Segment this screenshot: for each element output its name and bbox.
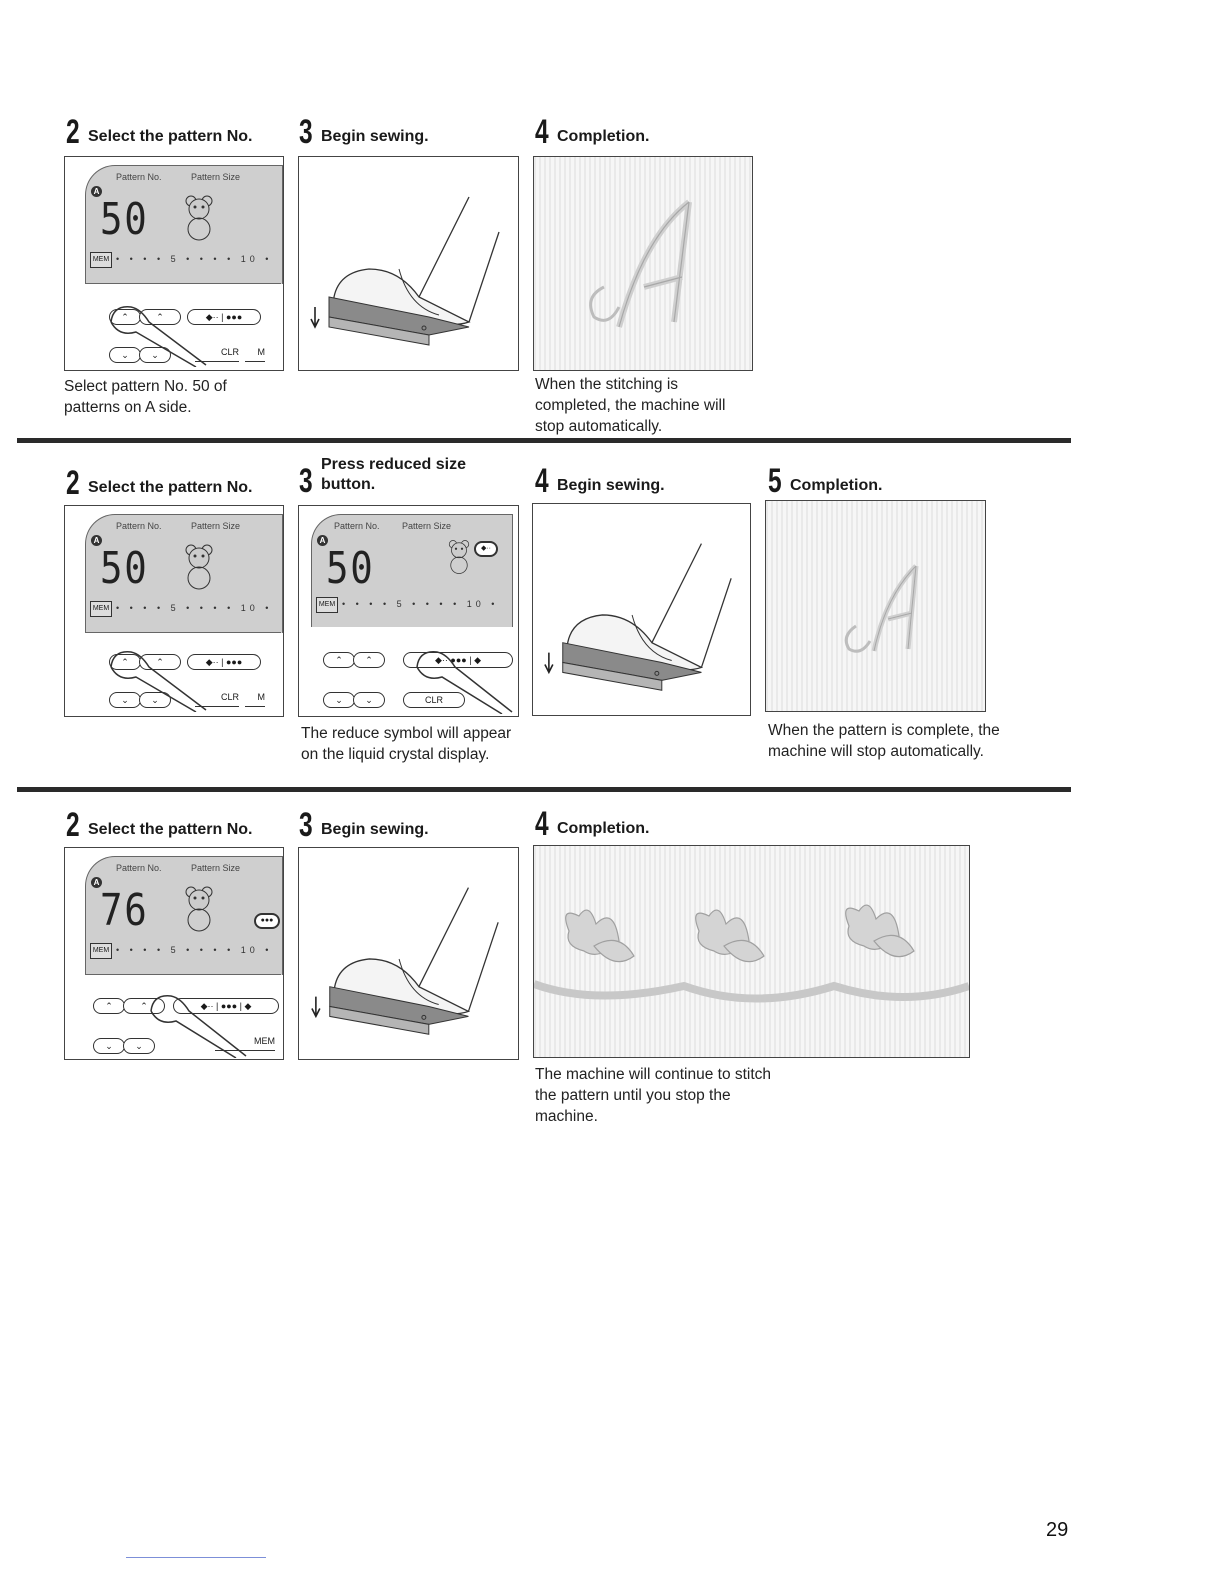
- pattern-size-label: Pattern Size: [402, 521, 452, 531]
- up-key-2[interactable]: ⌃: [139, 309, 181, 325]
- row2-step5-caption: When the pattern is complete, the machine will stop automatically.: [768, 722, 1000, 760]
- lcd-display: [85, 856, 281, 974]
- clr-key[interactable]: CLR: [195, 692, 239, 707]
- down-key-2[interactable]: ⌄: [139, 692, 171, 708]
- lcd-reduce-panel-row2: [298, 505, 519, 717]
- row1-step3-title: [299, 113, 429, 151]
- row1-step4-caption: When the stitching is completed, the machine will stop automatically.: [535, 376, 726, 435]
- up-key[interactable]: ⌃: [323, 652, 355, 668]
- pattern-number-display: 50: [100, 543, 149, 594]
- clr-key[interactable]: CLR: [195, 347, 239, 362]
- down-key[interactable]: ⌄: [109, 347, 141, 363]
- completion-panel-row2: [765, 500, 986, 712]
- step-number: 4: [535, 113, 548, 151]
- m-key[interactable]: M: [245, 347, 265, 362]
- step-number: 5: [768, 462, 781, 500]
- footer-rule: [126, 1557, 266, 1558]
- pattern-size-label: Pattern Size: [191, 863, 241, 873]
- down-key[interactable]: ⌄: [109, 692, 141, 708]
- pedal-panel-row1: [298, 156, 519, 371]
- reduce-symbol-icon: ◆··: [474, 541, 498, 557]
- down-key-2[interactable]: ⌄: [353, 692, 385, 708]
- step-number: 3: [299, 462, 312, 500]
- pattern-number-display: 76: [100, 885, 149, 936]
- bear-icon: [446, 539, 472, 575]
- lcd-display: [311, 514, 511, 632]
- row2-step2-title: [66, 464, 253, 502]
- foot-pedal-icon: [533, 504, 750, 715]
- scale-dots: • • • • 5 • • • • 10 •: [116, 603, 273, 613]
- embroidered-letter-a: [534, 157, 752, 370]
- pattern-no-label: Pattern No.: [116, 521, 162, 531]
- scale-dots: • • • • 5 • • • • 10 •: [116, 254, 273, 264]
- row2-step5-title: [768, 462, 883, 500]
- lcd-panel-row3: [64, 847, 284, 1060]
- mem-icon: MEM: [90, 252, 112, 268]
- down-key[interactable]: ⌄: [93, 1038, 125, 1054]
- embroidered-letter-a-small: [766, 501, 985, 711]
- m-key[interactable]: M: [245, 692, 265, 707]
- row2-step4-title: [535, 462, 665, 500]
- completion-panel-row1: [533, 156, 753, 371]
- lcd-panel-row2: [64, 505, 284, 717]
- scale-dots: • • • • 5 • • • • 10 •: [342, 599, 499, 609]
- clr-key[interactable]: CLR: [403, 692, 465, 708]
- foot-pedal-icon: [299, 848, 518, 1059]
- repeat-symbol-icon: ●●●: [254, 913, 280, 929]
- pattern-no-label: Pattern No.: [116, 863, 162, 873]
- row3-step4-title: [535, 805, 650, 843]
- pattern-number-display: 50: [326, 543, 375, 594]
- mem-icon: MEM: [90, 601, 112, 617]
- pedal-panel-row2: [532, 503, 751, 716]
- step-label: Begin sewing.: [321, 821, 429, 838]
- step-number: 3: [299, 806, 312, 844]
- bear-icon: [182, 543, 216, 591]
- step-number: 4: [535, 462, 548, 500]
- finger-icon: [101, 297, 211, 367]
- section-divider: [17, 438, 1071, 443]
- pattern-no-label: Pattern No.: [334, 521, 380, 531]
- page-number: 29: [1046, 1519, 1069, 1541]
- step-label: Completion.: [557, 820, 650, 837]
- up-key-2[interactable]: ⌃: [139, 654, 181, 670]
- step-label: Completion.: [557, 128, 650, 145]
- step-label: Begin sewing.: [557, 477, 665, 494]
- row3-step2-title: [66, 806, 253, 844]
- lcd-panel-row1: [64, 156, 284, 371]
- section-divider: [17, 787, 1071, 792]
- pattern-size-label: Pattern Size: [191, 172, 241, 182]
- row3-step4-caption: The machine will continue to stitch the pattern until you stop the machine.: [535, 1066, 772, 1125]
- bear-icon: [182, 194, 216, 242]
- lcd-display: [85, 165, 281, 283]
- step-number: 3: [299, 113, 312, 151]
- lcd-display: [85, 514, 281, 632]
- up-key[interactable]: ⌃: [109, 654, 141, 670]
- bear-icon: [182, 885, 216, 933]
- row1-step2-title: [66, 113, 253, 151]
- foot-pedal-icon: [299, 157, 518, 370]
- up-key-2[interactable]: ⌃: [353, 652, 385, 668]
- mem-key[interactable]: MEM: [215, 1036, 275, 1051]
- finger-icon: [141, 986, 251, 1058]
- row3-step3-title: [299, 806, 429, 844]
- side-a-icon: A: [91, 877, 102, 888]
- step-label: Select the pattern No.: [88, 128, 253, 145]
- step-number: 2: [66, 113, 79, 151]
- stitch-key[interactable]: ◆·· | ●●● | ◆: [173, 998, 279, 1014]
- row2-step3-title: [299, 455, 466, 500]
- step-number: 2: [66, 806, 79, 844]
- step-label: Select the pattern No.: [88, 821, 253, 838]
- side-a-icon: A: [91, 535, 102, 546]
- step-number: 2: [66, 464, 79, 502]
- up-key[interactable]: ⌃: [109, 309, 141, 325]
- step-number: 4: [535, 805, 548, 843]
- down-key-2[interactable]: ⌄: [139, 347, 171, 363]
- pedal-panel-row3: [298, 847, 519, 1060]
- row1-step2-caption: Select pattern No. 50 of patterns on A side.: [64, 378, 227, 416]
- stitch-key[interactable]: ◆·· | ●●●: [187, 309, 261, 325]
- finger-icon: [407, 642, 517, 714]
- stitch-key[interactable]: ◆·· | ●●●: [187, 654, 261, 670]
- step-label: Select the pattern No.: [88, 479, 253, 496]
- pattern-size-label: Pattern Size: [191, 521, 241, 531]
- down-key-2[interactable]: ⌄: [123, 1038, 155, 1054]
- side-a-icon: A: [91, 186, 102, 197]
- embroidered-tulip-border: [534, 846, 969, 1057]
- scale-dots: • • • • 5 • • • • 10 •: [116, 945, 273, 955]
- step-label: Press reduced size button.: [321, 456, 466, 493]
- completion-panel-row3: [533, 845, 970, 1058]
- side-a-icon: A: [317, 535, 328, 546]
- row2-step3-caption: The reduce symbol will appear on the liquid crystal display.: [301, 725, 512, 763]
- step-label: Completion.: [790, 477, 883, 494]
- pattern-no-label: Pattern No.: [116, 172, 162, 182]
- up-key[interactable]: ⌃: [93, 998, 125, 1014]
- down-key[interactable]: ⌄: [323, 692, 355, 708]
- finger-icon: [101, 642, 211, 712]
- mem-icon: MEM: [316, 597, 338, 613]
- stitch-key[interactable]: ◆·· ●●● | ◆: [403, 652, 513, 668]
- row1-step4-title: [535, 113, 650, 151]
- step-label: Begin sewing.: [321, 128, 429, 145]
- pattern-number-display: 50: [100, 194, 149, 245]
- mem-icon: MEM: [90, 943, 112, 959]
- up-key-2[interactable]: ⌃: [123, 998, 165, 1014]
